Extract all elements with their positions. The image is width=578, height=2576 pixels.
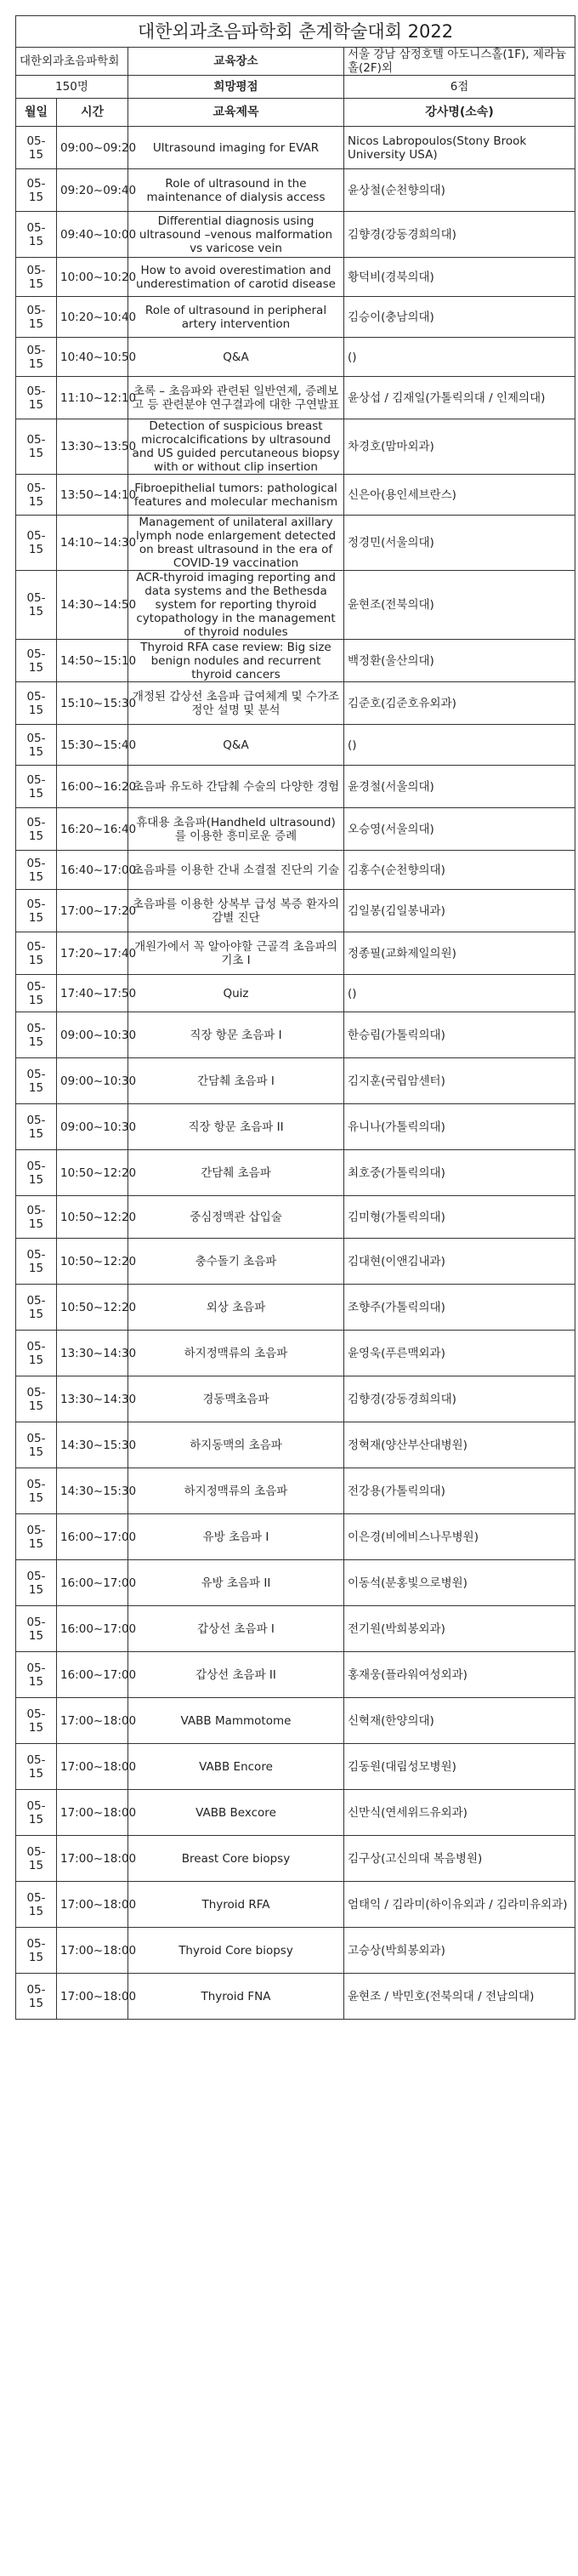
session-title: VABB Mammotome [128,1698,344,1744]
session-speaker: 김준호(김준호유외과) [344,682,575,725]
table-row [16,1012,575,1058]
session-speaker: 윤상철(순천향의대) [344,169,575,212]
table-row [16,1468,575,1514]
session-time: 10:00~10:20 [57,258,128,297]
column-header-row [16,99,575,127]
session-title: 충수돌기 초음파 [128,1239,344,1285]
session-time: 16:00~17:00 [57,1606,128,1652]
session-speaker: 신은아(용인세브란스) [344,475,575,516]
session-time: 09:40~10:00 [57,212,128,258]
session-time: 10:50~12:20 [57,1239,128,1285]
table-row [16,975,575,1012]
session-date: 05-15 [16,640,57,682]
session-title: 하지정맥류의 초음파 [128,1468,344,1514]
session-title: Quiz [128,975,344,1012]
session-speaker: 김동원(대림성모병원) [344,1744,575,1790]
table-row [16,890,575,932]
table-row [16,338,575,377]
session-date: 05-15 [16,851,57,890]
session-speaker: 차경호(맘마외과) [344,419,575,475]
table-row [16,127,575,169]
session-date: 05-15 [16,890,57,932]
table-row [16,1331,575,1376]
table-row [16,1376,575,1422]
table-row [16,640,575,682]
session-date: 05-15 [16,932,57,975]
session-date: 05-15 [16,127,57,169]
session-date: 05-15 [16,1928,57,1974]
session-speaker: Nicos Labropoulos(Stony Brook University USA) [344,127,575,169]
session-time: 09:00~09:20 [57,127,128,169]
session-date: 05-15 [16,1058,57,1104]
session-speaker: 김대현(이앤김내과) [344,1239,575,1285]
session-title: 하지동맥의 초음파 [128,1422,344,1468]
schedule-table [15,15,575,2020]
session-title: 초음파를 이용한 상복부 급성 복증 환자의 감별 진단 [128,890,344,932]
session-title: 초록 – 초음파와 관련된 일반연제, 증례보고 등 관련분야 연구결과에 대한 구연발표 [128,377,344,419]
session-time: 09:00~10:30 [57,1012,128,1058]
table-row [16,377,575,419]
session-speaker: 신만식(연세위드유외과) [344,1790,575,1836]
session-title: 간담췌 초음파 [128,1150,344,1196]
schedule-document [15,15,575,2020]
session-time: 14:50~15:10 [57,640,128,682]
session-speaker: 고승상(박희봉외과) [344,1928,575,1974]
session-title: Breast Core biopsy [128,1836,344,1882]
session-date: 05-15 [16,1790,57,1836]
table-row [16,516,575,571]
session-time: 17:00~18:00 [57,1882,128,1928]
session-title: Thyroid RFA [128,1882,344,1928]
session-date: 05-15 [16,1744,57,1790]
table-row [16,212,575,258]
session-speaker: 정경민(서울의대) [344,516,575,571]
table-row [16,1790,575,1836]
session-date: 05-15 [16,1606,57,1652]
table-row [16,475,575,516]
session-speaker: 윤현조(전북의대) [344,571,575,640]
session-time: 10:40~10:50 [57,338,128,377]
session-date: 05-15 [16,212,57,258]
session-speaker: 이은경(비에비스나무병원) [344,1514,575,1560]
session-title: 휴대용 초음파(Handheld ultrasound)를 이용한 흥미로운 증례 [128,808,344,851]
session-title: 직장 항문 초음파 II [128,1104,344,1150]
session-time: 17:00~17:20 [57,890,128,932]
session-title: 초음파를 이용한 간내 소결절 진단의 기술 [128,851,344,890]
table-row [16,1836,575,1882]
session-title: 유방 초음파 I [128,1514,344,1560]
table-row [16,1514,575,1560]
session-time: 17:00~18:00 [57,1836,128,1882]
session-title: Q&A [128,338,344,377]
session-time: 16:00~17:00 [57,1560,128,1606]
session-time: 17:00~18:00 [57,1744,128,1790]
session-title: Detection of suspicious breast microcalcifications by ultrasound and US guided percutaneous biopsy with or without clip insertion [128,419,344,475]
session-title: 직장 항문 초음파 I [128,1012,344,1058]
session-time: 16:00~17:00 [57,1514,128,1560]
session-speaker: 최호중(가톨릭의대) [344,1150,575,1196]
session-title: Thyroid FNA [128,1974,344,2020]
table-row [16,808,575,851]
session-speaker: 조향주(가톨릭의대) [344,1285,575,1331]
table-row [16,1422,575,1468]
session-date: 05-15 [16,1239,57,1285]
session-time: 11:10~12:10 [57,377,128,419]
credit-value: 6점 [344,76,575,99]
venue-value: 서울 강남 삼정호텔 아도니스홀(1F), 제라늄홀(2F)외 [344,48,575,76]
session-date: 05-15 [16,682,57,725]
session-date: 05-15 [16,169,57,212]
session-time: 15:30~15:40 [57,725,128,766]
session-time: 16:00~16:20 [57,766,128,808]
table-row [16,1652,575,1698]
session-speaker: 김지훈(국립암센터) [344,1058,575,1104]
table-row [16,1606,575,1652]
session-speaker: 전기원(박희봉외과) [344,1606,575,1652]
session-title: Fibroepithelial tumors: pathological features and molecular mechanism [128,475,344,516]
session-speaker: 엄태익 / 김라미(하이유외과 / 김라미유외과) [344,1882,575,1928]
session-date: 05-15 [16,1012,57,1058]
session-date: 05-15 [16,1196,57,1239]
session-time: 10:20~10:40 [57,297,128,338]
session-date: 05-15 [16,419,57,475]
session-title: Thyroid Core biopsy [128,1928,344,1974]
session-time: 17:20~17:40 [57,932,128,975]
session-speaker: () [344,338,575,377]
session-date: 05-15 [16,975,57,1012]
table-row [16,725,575,766]
table-row [16,419,575,475]
session-speaker: 김일봉(김일봉내과) [344,890,575,932]
session-speaker: 백정환(울산의대) [344,640,575,682]
table-row [16,682,575,725]
session-speaker: 이동석(분홍빛으로병원) [344,1560,575,1606]
session-title: 하지정맥류의 초음파 [128,1331,344,1376]
table-row [16,766,575,808]
table-row [16,1285,575,1331]
session-speaker: 김미형(가톨릭의대) [344,1196,575,1239]
header-title: 교육제목 [128,99,344,127]
session-date: 05-15 [16,1836,57,1882]
session-speaker: 김향경(강동경희의대) [344,1376,575,1422]
table-row [16,1882,575,1928]
session-title: 갑상선 초음파 II [128,1652,344,1698]
session-speaker: 김구상(고신의대 복음병원) [344,1836,575,1882]
session-date: 05-15 [16,808,57,851]
session-date: 05-15 [16,766,57,808]
session-time: 16:00~17:00 [57,1652,128,1698]
session-date: 05-15 [16,1422,57,1468]
session-speaker: 정혁재(양산부산대병원) [344,1422,575,1468]
session-speaker: 윤현조 / 박민호(전북의대 / 전남의대) [344,1974,575,2020]
session-time: 10:50~12:20 [57,1285,128,1331]
session-speaker: 전강용(가톨릭의대) [344,1468,575,1514]
session-speaker: () [344,975,575,1012]
session-speaker: 김향경(강동경희의대) [344,212,575,258]
table-row [16,1150,575,1196]
session-speaker: 유니나(가톨릭의대) [344,1104,575,1150]
session-time: 14:30~15:30 [57,1468,128,1514]
session-speaker: 황덕비(경북의대) [344,258,575,297]
session-time: 13:30~14:30 [57,1376,128,1422]
session-date: 05-15 [16,1560,57,1606]
session-time: 17:00~18:00 [57,1974,128,2020]
session-date: 05-15 [16,338,57,377]
session-time: 17:40~17:50 [57,975,128,1012]
session-time: 17:00~18:00 [57,1928,128,1974]
table-row [16,932,575,975]
session-speaker: 윤상섭 / 김재일(가톨릭의대 / 인제의대) [344,377,575,419]
table-row [16,1104,575,1150]
table-row [16,1239,575,1285]
session-title: 개정된 갑상선 초음파 급여체계 및 수가조정안 설명 및 분석 [128,682,344,725]
session-date: 05-15 [16,1468,57,1514]
session-time: 14:10~14:30 [57,516,128,571]
session-title: Management of unilateral axillary lymph node enlargement detected on breast ultrasound in the era of COVID-19 vaccination [128,516,344,571]
session-speaker: 정종필(교화제일의원) [344,932,575,975]
session-title: 간담췌 초음파 I [128,1058,344,1104]
session-time: 10:50~12:20 [57,1150,128,1196]
session-date: 05-15 [16,377,57,419]
session-title: Q&A [128,725,344,766]
session-speaker: () [344,725,575,766]
session-time: 15:10~15:30 [57,682,128,725]
table-row [16,1560,575,1606]
session-title: 외상 초음파 [128,1285,344,1331]
session-title: Role of ultrasound in peripheral artery intervention [128,297,344,338]
table-row [16,1196,575,1239]
session-title: ACR-thyroid imaging reporting and data systems and the Bethesda system for reporting thyroid cytopathology in the management of thyroid nodules [128,571,344,640]
table-row [16,1058,575,1104]
session-time: 13:30~14:30 [57,1331,128,1376]
session-speaker: 김홍수(순천향의대) [344,851,575,890]
table-row [16,169,575,212]
document-title: 대한외과초음파학회 춘계학술대회 2022 [16,16,575,48]
session-title: Differential diagnosis using ultrasound –venous malformation vs varicose vein [128,212,344,258]
table-row [16,297,575,338]
session-time: 09:00~10:30 [57,1058,128,1104]
session-time: 16:20~16:40 [57,808,128,851]
session-date: 05-15 [16,1285,57,1331]
session-date: 05-15 [16,1974,57,2020]
session-title: 유방 초음파 II [128,1560,344,1606]
session-time: 10:50~12:20 [57,1196,128,1239]
session-title: 갑상선 초음파 I [128,1606,344,1652]
session-title: 중심정맥관 삽입술 [128,1196,344,1239]
session-date: 05-15 [16,1376,57,1422]
session-date: 05-15 [16,1698,57,1744]
session-time: 17:00~18:00 [57,1790,128,1836]
session-time: 14:30~14:50 [57,571,128,640]
credit-label: 희망평점 [128,76,344,99]
session-speaker: 홍재웅(플라워여성외과) [344,1652,575,1698]
session-date: 05-15 [16,297,57,338]
table-row [16,1928,575,1974]
session-date: 05-15 [16,516,57,571]
session-time: 13:30~13:50 [57,419,128,475]
table-row [16,1744,575,1790]
table-row [16,1698,575,1744]
session-title: 개원가에서 꼭 알아야할 근골격 초음파의 기초 I [128,932,344,975]
session-time: 16:40~17:00 [57,851,128,890]
session-date: 05-15 [16,571,57,640]
session-speaker: 신혁재(한양의대) [344,1698,575,1744]
session-date: 05-15 [16,1331,57,1376]
organizer-name: 대한외과초음파학회 [16,48,128,76]
session-title: How to avoid overestimation and underestimation of carotid disease [128,258,344,297]
session-speaker: 오승영(서울의대) [344,808,575,851]
session-title: VABB Encore [128,1744,344,1790]
session-speaker: 윤경철(서울의대) [344,766,575,808]
capacity-value: 150명 [16,76,128,99]
session-title: 초음파 유도하 간담췌 수술의 다양한 경험 [128,766,344,808]
session-speaker: 한승림(가톨릭의대) [344,1012,575,1058]
table-row [16,1974,575,2020]
session-title: Thyroid RFA case review: Big size benign nodules and recurrent thyroid cancers [128,640,344,682]
session-speaker: 김승이(충남의대) [344,297,575,338]
session-date: 05-15 [16,1882,57,1928]
header-date: 월일 [16,99,57,127]
session-title: Ultrasound imaging for EVAR [128,127,344,169]
session-time: 17:00~18:00 [57,1698,128,1744]
table-row [16,571,575,640]
session-date: 05-15 [16,725,57,766]
table-row [16,851,575,890]
session-title: Role of ultrasound in the maintenance of dialysis access [128,169,344,212]
session-date: 05-15 [16,475,57,516]
venue-label: 교육장소 [128,48,344,76]
table-row [16,258,575,297]
session-date: 05-15 [16,1514,57,1560]
session-title: VABB Bexcore [128,1790,344,1836]
session-date: 05-15 [16,1652,57,1698]
session-time: 14:30~15:30 [57,1422,128,1468]
session-date: 05-15 [16,258,57,297]
header-speaker: 강사명(소속) [344,99,575,127]
session-time: 09:00~10:30 [57,1104,128,1150]
session-time: 09:20~09:40 [57,169,128,212]
session-date: 05-15 [16,1150,57,1196]
session-date: 05-15 [16,1104,57,1150]
session-speaker: 윤영욱(푸른맥외과) [344,1331,575,1376]
header-time: 시간 [57,99,128,127]
session-title: 경동맥초음파 [128,1376,344,1422]
session-time: 13:50~14:10 [57,475,128,516]
